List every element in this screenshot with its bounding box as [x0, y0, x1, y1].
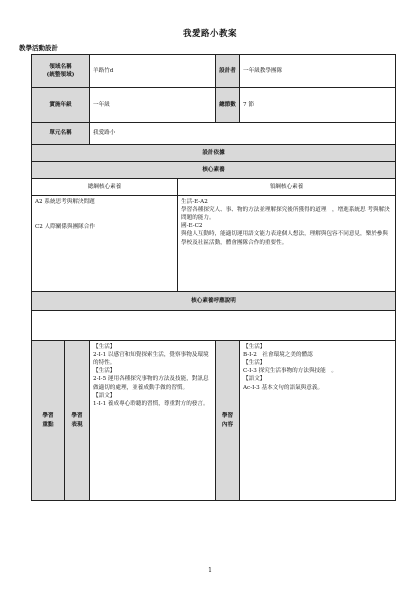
domain-label: 領域名稱: [49, 63, 72, 70]
content-subject: 【生活】: [243, 344, 266, 350]
learning-performance-label: 學習 表現: [65, 341, 90, 501]
domain-competency-text: 學習各種探究人、事、物的方法並理解探究後所獲得的道理 ，增進系統思 考與解決問題的能力。: [181, 207, 390, 222]
content-item: B-I-2 社會環境之美的體認: [243, 352, 313, 359]
sessions-value: 7 節: [240, 88, 396, 123]
unit-label: 單元名稱: [32, 123, 90, 145]
designer-label: 設計者: [216, 55, 240, 88]
learning-performance-cell: [90, 341, 216, 501]
learning-content-label: 學習 內容: [216, 341, 240, 501]
content-subject: 【生活】: [243, 360, 266, 367]
domain-competency-heading: 領綱核心素養: [178, 179, 396, 196]
grade-label: 實施年級: [32, 88, 90, 123]
page-number: 1: [208, 567, 212, 574]
performance-item: 2-I-5 運用各種探究事物的方法及技能，對訊息做適切的處理，並養成動手做的習慣。: [93, 376, 209, 391]
overall-competency-heading: 總綱核心素養: [32, 179, 178, 196]
performance-item: 2-I-1 以感官和知覺探索生活，覺察事物及環境的特性。: [93, 352, 209, 367]
domain-label-sub: (統整領域): [46, 72, 75, 78]
core-competency-heading: 核心素養: [32, 162, 396, 179]
domain-competency-text: 與他人互動時，能適切運用語文能力表達個人想法，理解與包容不同意見，樂於參與學校及社區活動，體會團隊合作的重要性。: [181, 231, 388, 246]
learning-content-cell: [240, 341, 396, 501]
domain-competency-code: 生活-E-A2: [181, 199, 208, 205]
domain-competency-code: 國-E-C2: [181, 223, 203, 230]
echo-heading: 核心素養呼應說明: [32, 292, 396, 311]
sessions-label: 總節數: [216, 88, 240, 123]
performance-item: 1-I-1 養成專心聆聽的習慣，尊重對方的發言。: [93, 400, 209, 407]
overall-competency-cell: [32, 196, 178, 292]
content-item: Ac-I-3 基本文句的語氣與意義。: [243, 384, 324, 391]
unit-value: 我愛路小: [90, 123, 396, 145]
design-basis-heading: 設計依據: [32, 145, 396, 162]
performance-subject: 【生活】: [93, 368, 116, 375]
lesson-plan-table: [31, 54, 396, 501]
echo-text: [32, 311, 396, 341]
content-item: C-I-3 探究生活事物的方法與技能 。: [243, 368, 337, 375]
overall-item: A2 系統思考與解決問題: [35, 199, 95, 205]
overall-item: C2 人際關係與團隊合作: [35, 224, 95, 231]
grade-value: 一年級: [90, 88, 216, 123]
document-title: 我愛路小教案: [182, 29, 237, 39]
domain-value: 羊路竹d: [90, 55, 216, 88]
performance-subject: 【生活】: [93, 344, 116, 350]
learning-focus-label: 學習 重點: [32, 341, 65, 501]
domain-label-cell: [32, 55, 90, 88]
domain-competency-cell: [178, 196, 396, 292]
content-subject: 【語文】: [243, 376, 266, 383]
section-label: 教學活動設計: [19, 44, 58, 52]
designer-value: 一年級教學團隊: [240, 55, 396, 88]
performance-subject: 【語文】: [93, 392, 116, 399]
